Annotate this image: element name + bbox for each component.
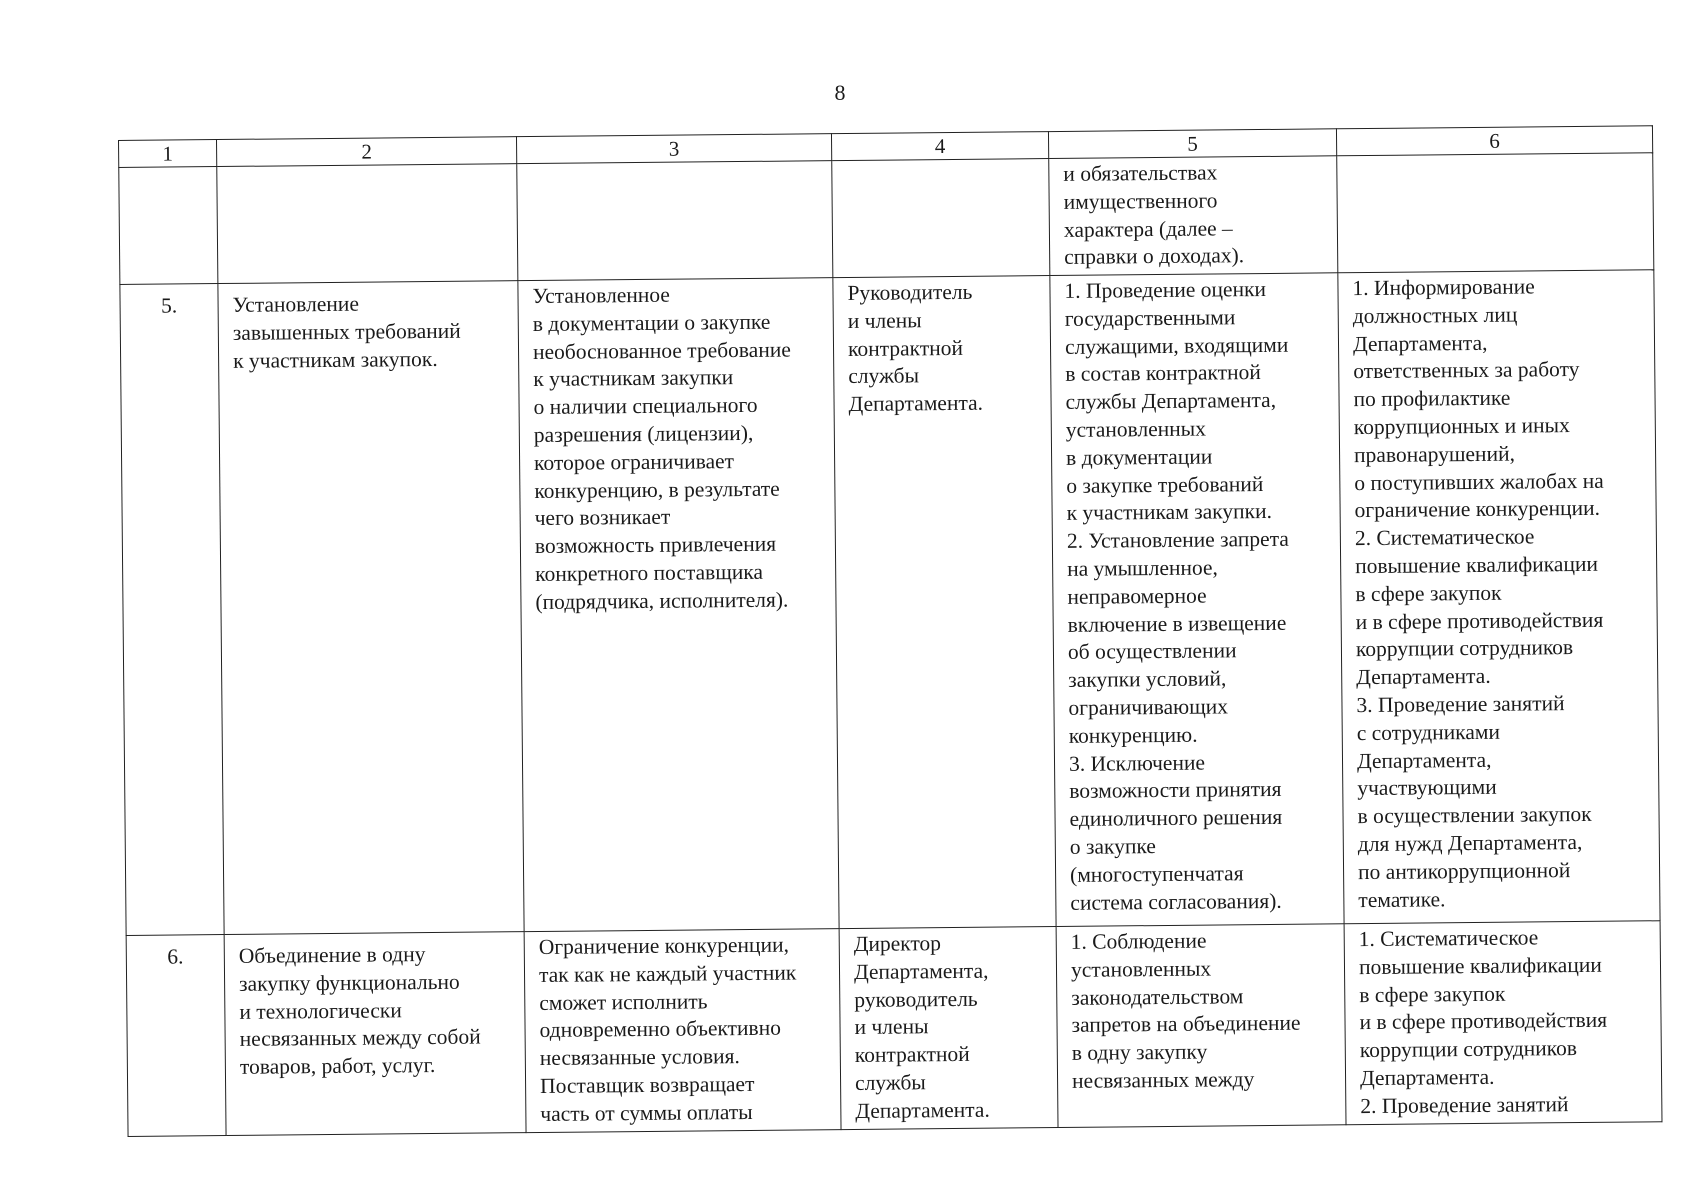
column-number: 6	[1336, 126, 1652, 156]
column-number: 5	[1048, 129, 1336, 159]
column-number: 3	[516, 134, 831, 164]
table-cell	[119, 167, 218, 285]
table-row	[126, 921, 1662, 1137]
table-cell: и обязательствах имущественного характера (далее – справки о доходах).	[1049, 156, 1338, 276]
responsible-persons: Директор Департамента, руководитель и члены контрактной службы Департамента.	[839, 927, 1058, 1130]
preventive-measures: 1. Систематическое повышение квалификации в сфере закупок и в сфере противодействия коррупции сотрудников Департамента. 2. Проведение занятий	[1344, 921, 1662, 1125]
risk-consequence: Ограничение конкуренции, так как не каждый участник сможет исполнить одновременно объективно несвязанные условия. Поставщик возвращает часть от суммы оплаты	[524, 929, 841, 1133]
table-cell	[1337, 153, 1654, 273]
table-cell	[832, 159, 1050, 278]
risk-description: Объединение в одну закупку функционально и технологически несвязанных между собой товаров, работ, услуг.	[224, 932, 526, 1136]
risk-consequence: Установленное в документации о закупке необоснованное требование к участникам закупки о наличии специального разрешения (лицензии), которое ограничивает конкуренцию, в результате чего возникает возможность привлечения конкретного поставщика (подрядчика, исполнителя).	[518, 278, 839, 932]
table-cell	[517, 161, 833, 281]
risk-table	[118, 125, 1662, 1137]
preventive-measures: 1. Информирование должностных лиц Департамента, ответственных за работу по профилактике коррупционных и иных правонарушений, о поступивших жалобах на ограничение конкуренции. 2. Систематическое повышение квалификации в сфере закупок и в сфере противодействия коррупции сотрудников Департамента. 3. Проведение занятий с сотрудниками Департамента, участвующими в осуществлении закупок для нужд Департамента, по антикоррупционной тематике.	[1338, 270, 1660, 924]
minimization-measures: 1. Проведение оценки государственными служащими, входящими в состав контрактной службы Департамента, установленных в документации о закупке требований к участникам закупки. 2. Установление запрета на умышленное, неправомерное включение в извещение об осуществлении закупки условий, ограничивающих конкуренцию. 3. Исключение возможности принятия единоличного решения о закупке (многоступенчатая система согласования).	[1050, 273, 1344, 927]
row-number: 6.	[126, 935, 226, 1137]
risk-description: Установление завышенных требований к участникам закупок.	[218, 281, 524, 935]
column-number: 4	[831, 132, 1048, 161]
continuation-row	[119, 153, 1654, 285]
row-number: 5.	[120, 284, 224, 936]
minimization-measures: 1. Соблюдение установленных законодательством запретов на объединение в одну закупку несвязанных между	[1056, 924, 1346, 1128]
table-row	[120, 270, 1660, 936]
table-cell	[217, 164, 518, 284]
page-number: 8	[834, 80, 846, 105]
responsible-persons: Руководитель и члены контрактной службы Департамента.	[833, 276, 1056, 929]
column-number: 2	[217, 137, 517, 167]
column-number: 1	[119, 140, 217, 168]
